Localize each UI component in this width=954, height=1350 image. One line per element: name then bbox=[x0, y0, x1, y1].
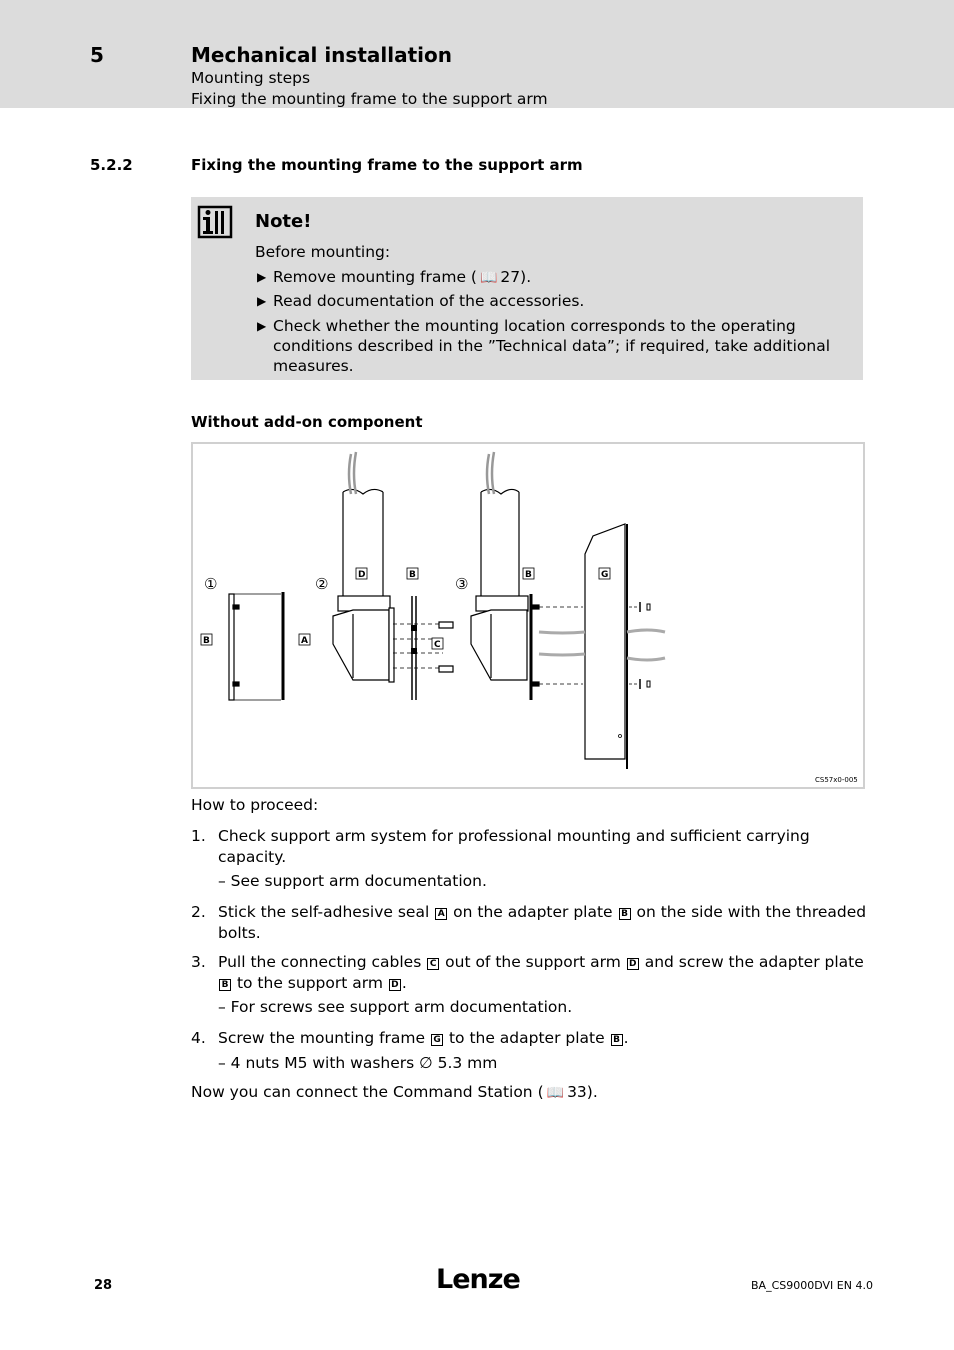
step-3: 3. Pull the connecting cables C out of the support arm D and screw the adapter plate B to the support arm D . bbox=[191, 953, 864, 992]
label-box: A bbox=[435, 908, 447, 920]
label-box: B bbox=[619, 908, 631, 920]
label-d: D bbox=[358, 570, 366, 580]
page-number: 28 bbox=[94, 1278, 113, 1293]
mounting-diagram bbox=[193, 444, 863, 787]
step-1: 1. Check support arm system for professional mounting and sufficient carrying capacity. bbox=[191, 827, 810, 866]
label-b: B bbox=[203, 636, 210, 646]
step-4: 4. Screw the mounting frame G to the adapter plate B . bbox=[191, 1029, 629, 1047]
procedure-intro: How to proceed: bbox=[191, 796, 319, 814]
step-3-note: – For screws see support arm documentation. bbox=[218, 998, 573, 1016]
note-item: ▶ Check whether the mounting location corresponds to the operating conditions described in the ”Technical data”; if required, take additional measures. bbox=[257, 317, 831, 375]
label-a: A bbox=[301, 636, 308, 646]
step-mark-1: ① bbox=[204, 575, 218, 593]
label-box: G bbox=[431, 1034, 443, 1046]
chapter-number: 5 bbox=[90, 43, 104, 67]
step-mark-3: ③ bbox=[455, 575, 469, 593]
step-mark-2: ② bbox=[315, 575, 329, 593]
note-box bbox=[191, 197, 863, 380]
document-id: BA_CS9000DVI EN 4.0 bbox=[751, 1279, 873, 1292]
info-icon bbox=[197, 205, 233, 239]
label-box: D bbox=[627, 958, 639, 970]
header-subtitle-1: Mounting steps bbox=[191, 69, 311, 87]
label-b: B bbox=[525, 570, 532, 580]
final-text: Now you can connect the Command Station ( 📖 33). bbox=[191, 1083, 598, 1101]
step-2: 2. Stick the self-adhesive seal A on the adapter plate B on the side with the threaded bolts. bbox=[191, 903, 867, 942]
lenze-logo: Lenze bbox=[436, 1264, 520, 1295]
book-icon: 📖 bbox=[479, 270, 498, 286]
section-title: Fixing the mounting frame to the support arm bbox=[191, 156, 583, 174]
subheading: Without add-on component bbox=[191, 413, 423, 431]
step-1-note: – See support arm documentation. bbox=[218, 872, 487, 890]
label-box: B bbox=[219, 979, 231, 991]
book-icon: 📖 bbox=[546, 1085, 565, 1101]
label-box: D bbox=[389, 979, 401, 991]
label-box: C bbox=[427, 958, 439, 970]
triangle-bullet-icon: ▶ bbox=[257, 319, 267, 333]
page-ref[interactable]: 27 bbox=[500, 268, 521, 286]
figure-code: CS57x0-005 bbox=[815, 776, 858, 784]
page-ref[interactable]: 33 bbox=[567, 1083, 587, 1101]
label-g: G bbox=[601, 570, 609, 580]
section-number: 5.2.2 bbox=[90, 156, 133, 174]
note-item: ▶ Read documentation of the accessories. bbox=[257, 292, 585, 310]
label-c: C bbox=[434, 640, 441, 650]
note-intro: Before mounting: bbox=[255, 243, 391, 261]
triangle-bullet-icon: ▶ bbox=[257, 294, 267, 308]
chapter-title: Mechanical installation bbox=[191, 43, 452, 67]
label-b: B bbox=[409, 570, 416, 580]
triangle-bullet-icon: ▶ bbox=[257, 270, 267, 284]
label-box: B bbox=[611, 1034, 623, 1046]
header-subtitle-2: Fixing the mounting frame to the support arm bbox=[191, 90, 548, 108]
note-item: ▶ Remove mounting frame ( 📖 27). bbox=[257, 268, 532, 286]
mounting-figure bbox=[191, 442, 865, 789]
note-title: Note! bbox=[255, 211, 312, 232]
step-4-note: – 4 nuts M5 with washers ∅ 5.3 mm bbox=[218, 1054, 498, 1072]
